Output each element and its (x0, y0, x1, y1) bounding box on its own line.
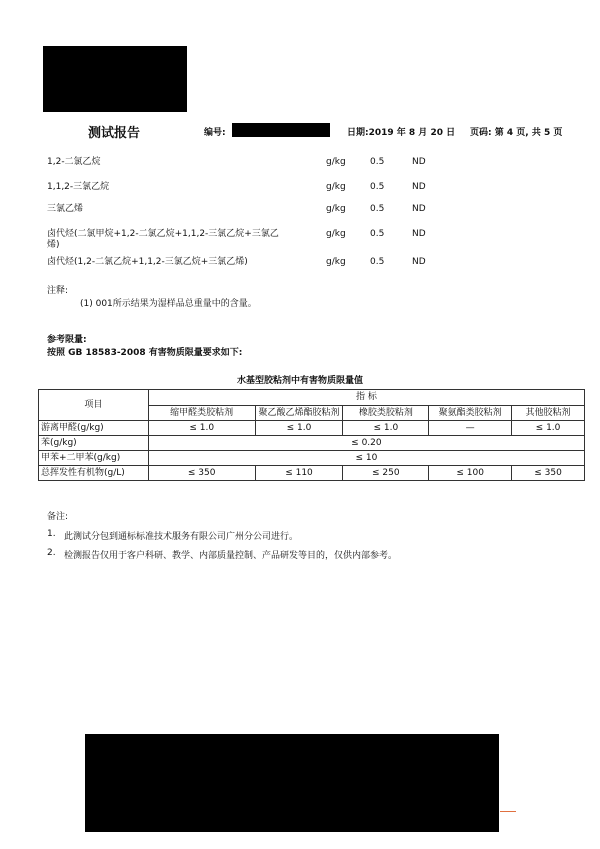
result-limit: 0.5 (370, 229, 385, 239)
reference-text: 按照 GB 18583-2008 有害物质限量要求如下: (47, 348, 243, 358)
column-header: 其他胶粘剂 (512, 405, 585, 421)
limits-table (38, 389, 585, 481)
result-limit: 0.5 (370, 182, 385, 192)
row-item: 游离甲醛(g/kg) (39, 421, 149, 436)
table-cell: ≤ 100 (429, 466, 512, 481)
table-row (39, 451, 585, 466)
result-limit: 0.5 (370, 157, 385, 167)
report-number-label: 编号: (204, 128, 226, 138)
row-item: 总挥发性有机物(g/L) (39, 466, 149, 481)
result-unit: g/kg (326, 157, 346, 167)
redacted-report-number (232, 123, 330, 137)
result-value: ND (412, 157, 426, 167)
remark-text: (1) 001所示结果为湿样品总重量中的含量。 (80, 299, 257, 309)
merged-cell: ≤ 10 (148, 451, 584, 466)
merged-cell: ≤ 0.20 (148, 436, 584, 451)
column-header: 橡胶类胶粘剂 (343, 405, 429, 421)
table-cell: ≤ 110 (255, 466, 343, 481)
column-header: 缩甲醛类胶粘剂 (148, 405, 255, 421)
result-name: 卤代烃(1,2-二氯乙烷+1,1,2-三氯乙烷+三氯乙烯) (47, 257, 248, 267)
note-number: 2. (47, 548, 56, 558)
report-date: 日期:2019 年 8 月 20 日 (347, 128, 456, 138)
result-value: ND (412, 257, 426, 267)
table-cell: ≤ 1.0 (255, 421, 343, 436)
item-header: 项目 (39, 390, 149, 421)
table-cell: ≤ 250 (343, 466, 429, 481)
group-header: 指 标 (148, 390, 584, 406)
result-limit: 0.5 (370, 257, 385, 267)
result-unit: g/kg (326, 182, 346, 192)
column-header: 聚氨酯类胶粘剂 (429, 405, 512, 421)
row-item: 苯(g/kg) (39, 436, 149, 451)
note-text: 此测试分包到通标标准技术服务有限公司广州分公司进行。 (64, 532, 299, 542)
footer-accent-line (500, 811, 516, 812)
table-row (39, 421, 585, 436)
row-item: 甲苯+二甲苯(g/kg) (39, 451, 149, 466)
table-caption: 水基型胶粘剂中有害物质限量值 (236, 376, 363, 386)
reference-label: 参考限量: (47, 335, 87, 345)
column-header: 聚乙酸乙烯酯胶粘剂 (255, 405, 343, 421)
result-limit: 0.5 (370, 204, 385, 214)
result-unit: g/kg (326, 257, 346, 267)
table-cell: ≤ 1.0 (148, 421, 255, 436)
note-number: 1. (47, 529, 56, 539)
remark-label: 注释: (47, 286, 69, 296)
result-unit: g/kg (326, 204, 346, 214)
table-row (39, 436, 585, 451)
result-name: 1,1,2-三氯乙烷 (47, 182, 110, 192)
result-name: 卤代烃(二氯甲烷+1,2-二氯乙烷+1,1,2-三氯乙烷+三氯乙烯) (47, 229, 279, 250)
result-value: ND (412, 204, 426, 214)
table-cell: ≤ 350 (148, 466, 255, 481)
notes-label: 备注: (47, 512, 69, 522)
table-cell: ≤ 350 (512, 466, 585, 481)
table-header-row (39, 390, 585, 406)
result-value: ND (412, 182, 426, 192)
redacted-logo (43, 46, 187, 112)
redacted-footer (85, 734, 499, 832)
result-value: ND (412, 229, 426, 239)
result-unit: g/kg (326, 229, 346, 239)
table-row (39, 466, 585, 481)
note-text: 检测报告仅用于客户科研、教学、内部质量控制、产品研发等目的，仅供内部参考。 (64, 551, 398, 561)
page-number: 页码: 第 4 页, 共 5 页 (470, 128, 563, 138)
page-title: 测试报告 (88, 126, 141, 141)
result-name: 三氯乙烯 (47, 204, 84, 214)
result-name: 1,2-二氯乙烷 (47, 157, 101, 167)
table-cell: ≤ 1.0 (512, 421, 585, 436)
table-cell: — (429, 421, 512, 436)
table-cell: ≤ 1.0 (343, 421, 429, 436)
